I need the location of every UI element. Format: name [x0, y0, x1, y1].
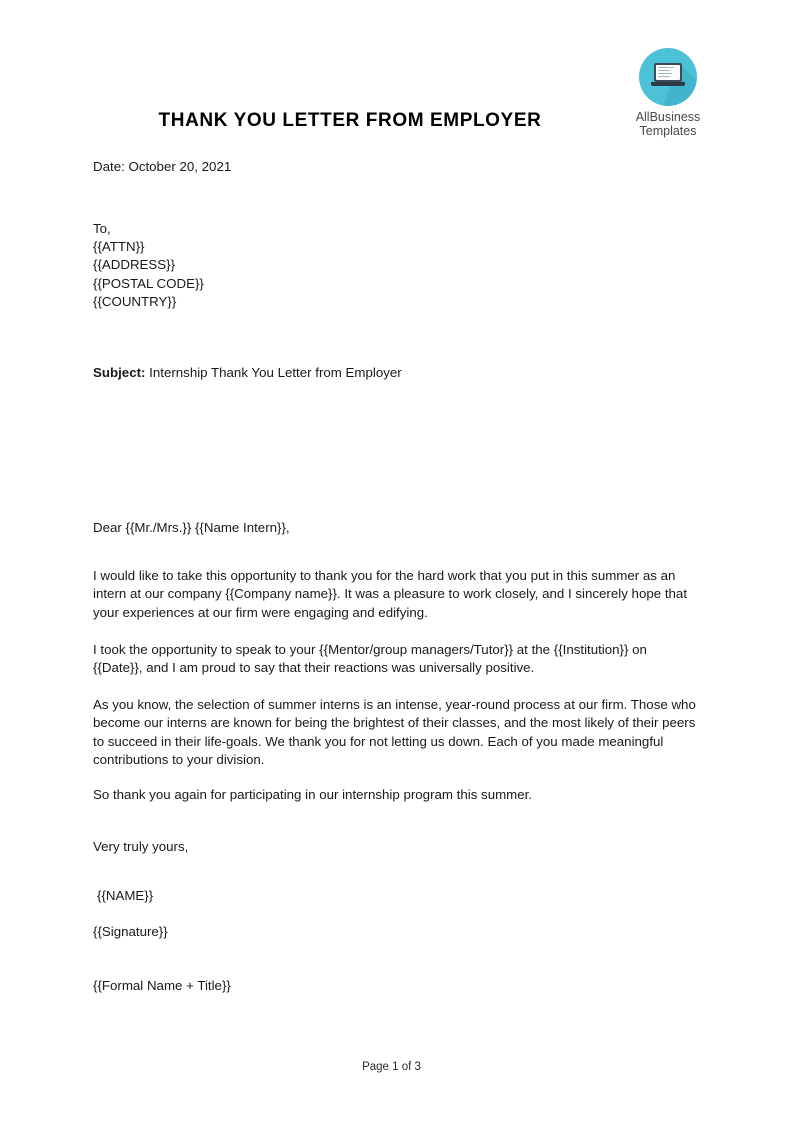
- signature-name: {{NAME}}: [97, 888, 154, 903]
- page-footer: Page 1 of 3: [362, 1061, 421, 1073]
- subject-line: [93, 364, 402, 382]
- address-line: {{ADDRESS}}: [93, 257, 176, 273]
- subject-value: Internship Thank You Letter from Employer: [149, 365, 402, 380]
- body-paragraph: As you know, the selection of summer interns is an intense, year-round process at our firm. Those who become our interns are known for being the brightest of their classes, and the most likely of their peers to succeed in their life-goals. We thank you for not letting us down. Each of you made meaningful contributions to your division.: [93, 697, 696, 768]
- brand-name-line-2: Templates: [639, 124, 697, 138]
- signature-placeholder: {{Signature}}: [93, 924, 168, 939]
- laptop-base: [651, 82, 685, 86]
- address-line: {{POSTAL CODE}}: [93, 275, 204, 291]
- salutation: Dear {{Mr./Mrs.}} {{Name Intern}},: [93, 520, 290, 535]
- address-line: {{COUNTRY}}: [93, 293, 177, 309]
- recipient-address-block: [93, 220, 204, 311]
- body-paragraph: So thank you again for participating in our internship program this summer.: [93, 787, 533, 802]
- closing-line: Very truly yours,: [93, 839, 189, 854]
- body-paragraph: I would like to take this opportunity to thank you for the hard work that you put in this summer as an intern at our company {{Company name}}. It was a pleasure to work closely, and I sincerely hope that your experiences at our firm were engaging and edifying.: [93, 568, 688, 620]
- laptop-screen-content: [656, 65, 680, 80]
- address-line: {{ATTN}}: [93, 239, 145, 255]
- subject-label: Subject:: [93, 365, 146, 380]
- date-line: Date: October 20, 2021: [93, 159, 232, 174]
- address-line: To,: [93, 221, 111, 236]
- laptop-icon: [651, 63, 685, 89]
- brand-name-line-1: AllBusiness: [635, 110, 701, 124]
- laptop-screen: [654, 63, 682, 82]
- page-title: THANK YOU LETTER FROM EMPLOYER: [158, 109, 542, 131]
- logo-circle: [639, 48, 697, 106]
- body-paragraph: I took the opportunity to speak to your {{Mentor/group managers/Tutor}} at the {{Institution}} on {{Date}}, and I am proud to say that their reactions was universally positive.: [93, 642, 647, 676]
- signature-formal-name-title: {{Formal Name + Title}}: [93, 978, 231, 993]
